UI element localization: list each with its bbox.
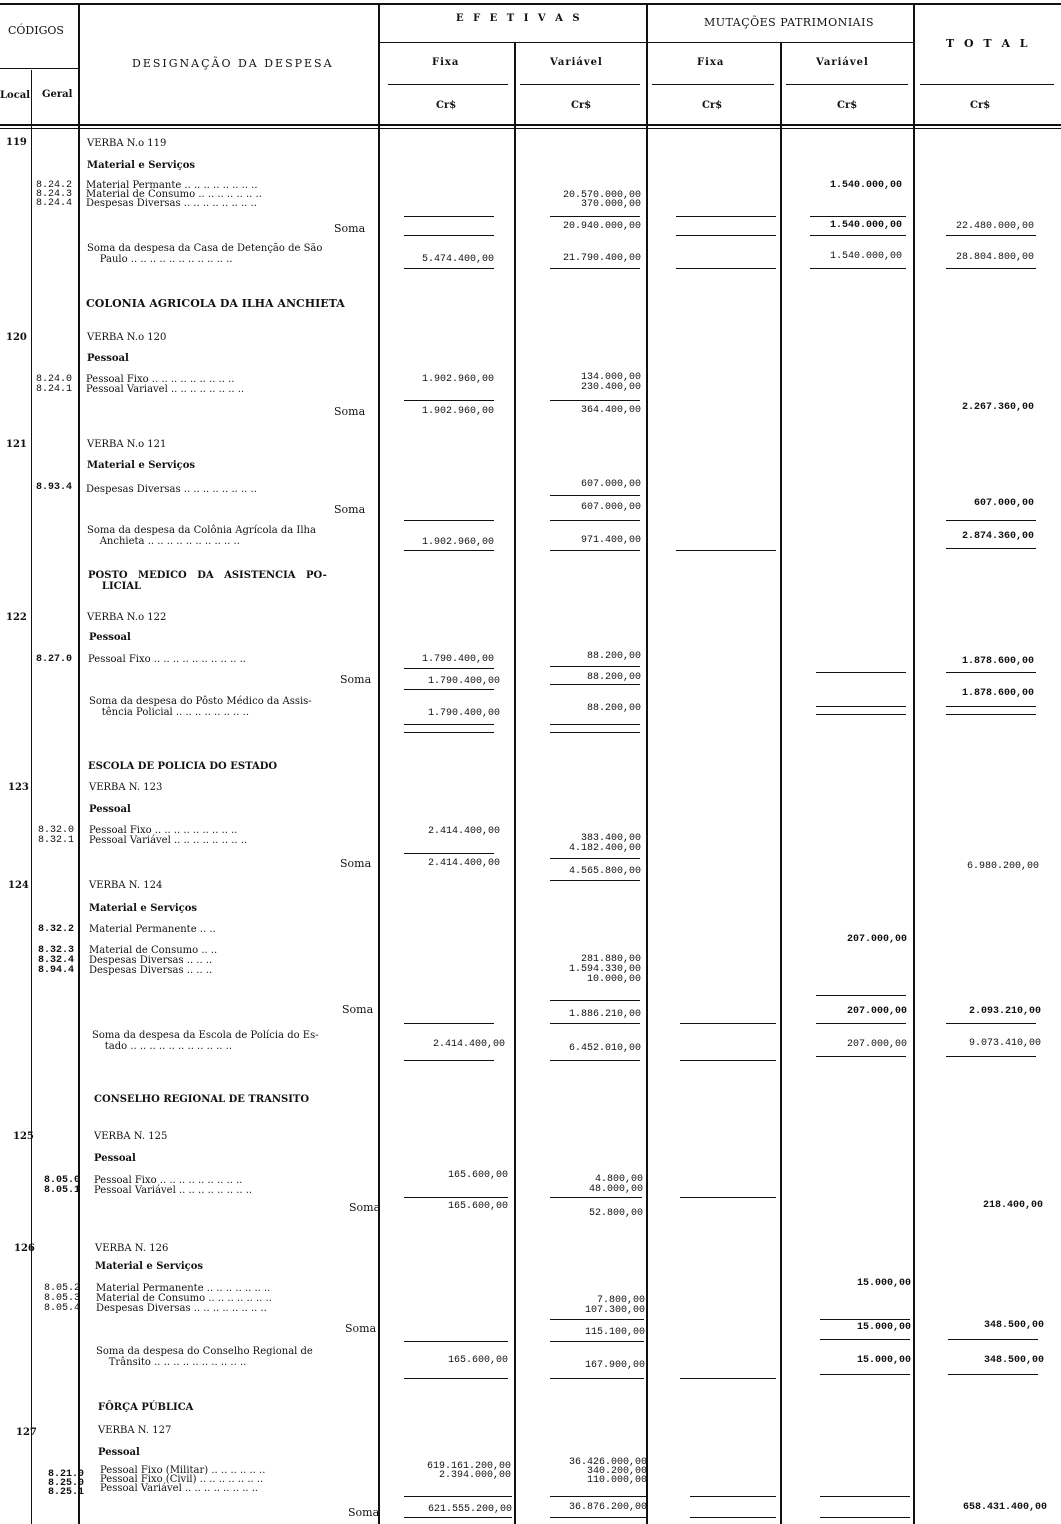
soma-119-mut-variavel: 1.540.000,00	[829, 220, 902, 231]
verba-120-subtitle: Pessoal	[87, 353, 129, 364]
soma-125-label: Soma	[349, 1201, 381, 1214]
rule	[810, 216, 906, 217]
mvar-rule	[786, 84, 908, 85]
verba-127-items: Pessoal Fixo (Militar) .. .. .. .. .. .. Pessoal Fixo (Civil) .. .. .. .. .. .. .. Pessoal Variável .. .. .. .. .. .. .. ..	[100, 1465, 266, 1494]
rule	[404, 1496, 512, 1497]
soma-121-total: 607.000,00	[973, 498, 1034, 509]
escola-fixa: 2.414.400,00	[432, 1039, 505, 1050]
section-colonia-title: COLONIA AGRICOLA DA ILHA ANCHIETA	[86, 297, 345, 310]
code-local-121: 121	[6, 439, 27, 450]
efetivas-header: E F E T I V A S	[456, 13, 583, 24]
escola-total: 9.073.410,00	[968, 1038, 1041, 1049]
rule	[816, 706, 906, 707]
rule	[676, 216, 776, 217]
rule	[680, 1197, 776, 1198]
section-posto-title: POSTO MEDICO DA ASISTENCIA PO- LICIAL	[88, 570, 327, 592]
soma-125-variavel: 52.800,00	[588, 1208, 643, 1219]
soma-127-total: 658.431.400,00	[962, 1502, 1047, 1513]
rule	[404, 268, 494, 269]
verba-123-subtitle: Pessoal	[89, 804, 131, 815]
rule	[816, 995, 906, 996]
variavel-rule	[520, 84, 640, 85]
header-bottom-rule-2	[0, 128, 1061, 129]
rule	[946, 520, 1036, 521]
verba-126-title: VERBA N. 126	[95, 1243, 169, 1254]
rule	[550, 550, 640, 551]
rule	[690, 1517, 776, 1518]
rule	[404, 1060, 494, 1061]
rule	[946, 672, 1036, 673]
rule	[404, 1341, 508, 1342]
verba-120-items: Pessoal Fixo .. .. .. .. .. .. .. .. .. Pessoal Variavel .. .. .. .. .. .. .. ..	[86, 374, 245, 395]
rule	[404, 400, 494, 401]
rule	[820, 1496, 910, 1497]
rule	[820, 1374, 910, 1375]
verba-124-mut-variavel: 207.000,00	[846, 934, 907, 945]
soma-122-total: 1.878.600,00	[961, 656, 1034, 667]
variavel-header: Variável	[550, 57, 603, 68]
soma-120-variavel: 364.400,00	[580, 405, 641, 416]
currency-fixa: Cr$	[436, 100, 457, 111]
section-escola-title: ESCOLA DE POLICIA DO ESTADO	[88, 761, 278, 772]
col-rule-variavel	[646, 3, 648, 1524]
soma-127-variavel: 36.876.200,00	[568, 1502, 647, 1513]
soma-125-fixa: 165.600,00	[447, 1201, 508, 1212]
rule	[820, 1517, 910, 1518]
verba-127-title: VERBA N. 127	[98, 1425, 172, 1436]
conselho-total: 348.500,00	[983, 1355, 1044, 1366]
soma-123-total: 6.980.200,00	[966, 861, 1039, 872]
rule	[404, 668, 494, 669]
rule	[550, 1000, 640, 1001]
verba-124-title: VERBA N. 124	[89, 880, 163, 891]
rule	[404, 1378, 508, 1379]
header-bottom-rule	[0, 124, 1061, 126]
code-local-127: 127	[16, 1427, 37, 1438]
rule	[676, 550, 776, 551]
rule	[404, 550, 494, 551]
verba-127-subtitle: Pessoal	[98, 1447, 140, 1458]
rule	[948, 1339, 1038, 1340]
rule	[404, 732, 494, 733]
verba-122-item: Pessoal Fixo .. .. .. .. .. .. .. .. .. ..	[88, 654, 246, 665]
rule	[550, 1060, 640, 1061]
codigos-rule	[0, 68, 78, 69]
mutacoes-header: MUTAÇÕES PATRIMONIAIS	[704, 16, 874, 29]
currency-variavel: Cr$	[571, 100, 592, 111]
verba-125-fixa: 165.600,00	[447, 1170, 508, 1181]
rule	[550, 216, 640, 217]
verba-125-subtitle: Pessoal	[94, 1153, 136, 1164]
rule	[676, 235, 776, 236]
verba-121-variavel: 607.000,00	[580, 479, 641, 490]
verba-123-items: Pessoal Fixo .. .. .. .. .. .. .. .. .. Pessoal Variável .. .. .. .. .. .. .. ..	[89, 825, 248, 846]
verba-119-mut-variavel: 1.540.000,00	[829, 180, 902, 191]
rule	[820, 1319, 910, 1320]
rule	[550, 1496, 646, 1497]
soma-125-total: 218.400,00	[982, 1200, 1043, 1211]
soma-121-label: Soma	[334, 503, 366, 516]
verba-120-title: VERBA N.o 120	[87, 332, 167, 343]
verba-122-subtitle: Pessoal	[89, 632, 131, 643]
soma-123-variavel: 4.565.800,00	[568, 866, 641, 877]
verba-126-items: Material Permanente .. .. .. .. .. .. .. Material de Consumo .. .. .. .. .. .. .. Despesas Diversas .. .. .. .. .. .. .. ..	[96, 1283, 272, 1314]
rule	[946, 1023, 1036, 1024]
verba-127-variavel: 36.426.000,00 340.200,00 110.000,00	[568, 1457, 647, 1486]
escola-mut-variavel: 207.000,00	[846, 1039, 907, 1050]
col-rule-local	[31, 70, 32, 1524]
verba-124-subtitle: Material e Serviços	[89, 903, 198, 914]
soma-126-variavel: 115.100,00	[584, 1327, 645, 1338]
rule	[680, 1023, 776, 1024]
col-rule-designacao	[378, 3, 380, 1524]
soma-126-mut-variavel: 15.000,00	[856, 1322, 911, 1333]
verba-124-item-a: Material Permanente .. ..	[89, 924, 216, 935]
rule	[550, 732, 640, 733]
soma-124-total: 2.093.210,00	[968, 1006, 1041, 1017]
section-forca-title: FÔRÇA PÚBLICA	[98, 1402, 194, 1413]
col-rule-fixa	[514, 42, 516, 1524]
code-local-125: 125	[13, 1131, 34, 1142]
mfixa-rule	[652, 84, 774, 85]
casa-detencao-soma-label: Soma da despesa da Casa de Detenção de São Paulo .. .. .. .. .. .. .. .. .. .. ..	[87, 243, 323, 265]
verba-123-codes: 8.32.0 8.32.1	[38, 825, 75, 846]
rule	[550, 520, 640, 521]
verba-120-variavel: 134.000,00 230.400,00	[580, 372, 641, 393]
verba-125-codes: 8.05.0 8.05.1	[44, 1175, 81, 1196]
verba-126-codes: 8.05.2 8.05.3 8.05.4	[44, 1283, 81, 1314]
rule	[550, 1197, 642, 1198]
soma-127-label: Soma	[348, 1506, 380, 1519]
casa-detencao-mut-variavel: 1.540.000,00	[829, 251, 902, 262]
soma-121-variavel: 607.000,00	[580, 502, 641, 513]
verba-120-fixa: 1.902.960,00	[421, 374, 494, 385]
rule	[404, 1023, 494, 1024]
colonia-total: 2.874.360,00	[961, 531, 1034, 542]
verba-125-variavel: 4.800,00 48.000,00	[588, 1174, 643, 1195]
verba-125-items: Pessoal Fixo .. .. .. .. .. .. .. .. .. Pessoal Variável .. .. .. .. .. .. .. ..	[94, 1175, 253, 1196]
fixa-header: Fixa	[432, 57, 460, 68]
rule	[550, 1023, 640, 1024]
col-rule-mut-fixa	[780, 42, 782, 1524]
posto-fixa: 1.790.400,00	[427, 708, 500, 719]
rule	[404, 1197, 508, 1198]
rule	[946, 1056, 1036, 1057]
soma-120-fixa: 1.902.960,00	[421, 406, 494, 417]
mut-fixa-header: Fixa	[697, 57, 725, 68]
rule	[948, 1374, 1038, 1375]
verba-126-mut-variavel: 15.000,00	[856, 1278, 911, 1289]
soma-122-label: Soma	[340, 673, 372, 686]
verba-121-title: VERBA N.o 121	[87, 439, 167, 450]
conselho-mut-variavel: 15.000,00	[856, 1355, 911, 1366]
soma-127-fixa: 621.555.200,00	[427, 1504, 512, 1515]
fixa-rule	[388, 84, 508, 85]
verba-124-variavel: 281.880,00 1.594.330,00 10.000,00	[568, 954, 641, 985]
code-local-120: 120	[6, 332, 27, 343]
rule	[404, 520, 494, 521]
section-conselho-title: CONSELHO REGIONAL DE TRANSITO	[94, 1094, 310, 1105]
verba-121-subtitle: Material e Serviços	[87, 460, 196, 471]
rule	[946, 714, 1036, 715]
verba-127-codes: 8.21.0 8.25.0 8.25.1	[48, 1469, 85, 1498]
verba-119-subtitle: Material e Serviços	[87, 160, 196, 171]
codigos-header: CÓDIGOS	[8, 24, 64, 37]
rule	[550, 400, 640, 401]
escola-variavel: 6.452.010,00	[568, 1043, 641, 1054]
total-header: T O T A L	[946, 37, 1031, 50]
rule	[816, 672, 906, 673]
casa-detencao-total: 28.804.800,00	[955, 252, 1034, 263]
verba-121-item: Despesas Diversas .. .. .. .. .. .. .. ..	[86, 484, 257, 495]
conselho-variavel: 167.900,00	[584, 1360, 645, 1371]
rule	[404, 724, 494, 725]
conselho-soma-label: Soma da despesa do Conselho Regional de Trânsito .. .. .. .. .. .. .. .. .. ..	[96, 1346, 313, 1368]
currency-mut-fixa: Cr$	[702, 100, 723, 111]
soma-119-total: 22.480.000,00	[955, 221, 1034, 232]
rule	[404, 216, 494, 217]
verba-121-code: 8.93.4	[36, 482, 73, 493]
soma-124-mut-variavel: 207.000,00	[846, 1006, 907, 1017]
verba-119-variavel: 20.570.000,00 370.000,00	[562, 190, 641, 210]
code-local-119: 119	[6, 137, 27, 148]
verba-127-fixa: 619.161.200,00 2.394.000,00	[426, 1461, 511, 1481]
rule	[676, 268, 776, 269]
rule	[550, 880, 640, 881]
rule	[816, 1056, 906, 1057]
soma-120-total: 2.267.360,00	[961, 402, 1034, 413]
posto-variavel: 88.200,00	[586, 703, 641, 714]
verba-122-title: VERBA N.o 122	[87, 612, 167, 623]
casa-detencao-fixa: 5.474.400,00	[421, 254, 494, 265]
rule	[404, 689, 494, 690]
soma-124-label: Soma	[342, 1003, 374, 1016]
soma-126-total: 348.500,00	[983, 1320, 1044, 1331]
top-rule	[0, 3, 1061, 5]
currency-mut-variavel: Cr$	[837, 100, 858, 111]
rule	[550, 1341, 644, 1342]
code-local-126: 126	[14, 1243, 35, 1254]
soma-126-label: Soma	[345, 1322, 377, 1335]
rule	[550, 684, 640, 685]
rule	[550, 495, 640, 496]
rule	[550, 268, 640, 269]
verba-123-variavel: 383.400,00 4.182.400,00	[568, 833, 641, 854]
rule	[550, 666, 640, 667]
verba-120-codes: 8.24.0 8.24.1	[36, 374, 73, 395]
verba-124-code-a: 8.32.2	[38, 924, 75, 935]
efetivas-rule	[379, 42, 913, 43]
rule	[680, 1060, 776, 1061]
rule	[404, 1517, 512, 1518]
currency-total: Cr$	[970, 100, 991, 111]
verba-124-codes-b: 8.32.3 8.32.4 8.94.4	[38, 945, 75, 976]
soma-120-label: Soma	[334, 405, 366, 418]
posto-total: 1.878.600,00	[961, 688, 1034, 699]
verba-122-fixa: 1.790.400,00	[421, 654, 494, 665]
colonia-variavel: 971.400,00	[580, 535, 641, 546]
rule	[810, 268, 906, 269]
soma-123-label: Soma	[340, 857, 372, 870]
rule	[550, 1378, 644, 1379]
code-local-124: 124	[8, 880, 29, 891]
rule	[816, 714, 906, 715]
verba-122-code: 8.27.0	[36, 654, 73, 665]
escola-soma-label: Soma da despesa da Escola de Polícia do Es- tado .. .. .. .. .. .. .. .. .. .. ..	[92, 1030, 319, 1052]
verba-126-variavel: 7.800,00 107.300,00	[584, 1295, 645, 1316]
posto-soma-label: Soma da despesa do Pôsto Médico da Assis- tência Policial .. .. .. .. .. .. .. ..	[89, 696, 312, 718]
rule	[550, 724, 640, 725]
verba-124-items-b: Material de Consumo .. .. Despesas Diversas .. .. .. Despesas Diversas .. .. ..	[89, 945, 218, 976]
colonia-soma-label: Soma da despesa da Colônia Agrícola da Ilha Anchieta .. .. .. .. .. .. .. .. .. ..	[87, 525, 316, 547]
designacao-header: DESIGNAÇÃO DA DESPESA	[132, 57, 334, 70]
rule	[816, 1023, 906, 1024]
rule	[680, 1378, 776, 1379]
rule	[550, 858, 640, 859]
rule	[690, 1496, 776, 1497]
rule	[550, 1517, 646, 1518]
verba-119-items: Material Permante .. .. .. .. .. .. .. .. Material de Consumo .. .. .. .. .. .. .. Despesas Diversas .. .. .. .. .. .. .. ..	[86, 180, 262, 209]
soma-119-label: Soma	[334, 222, 366, 235]
verba-123-title: VERBA N. 123	[89, 782, 163, 793]
colonia-fixa: 1.902.960,00	[421, 537, 494, 548]
verba-119-title: VERBA N.o 119	[87, 138, 167, 149]
soma-122-fixa: 1.790.400,00	[427, 676, 500, 687]
rule	[404, 853, 494, 854]
rule	[810, 235, 906, 236]
rule	[946, 235, 1036, 236]
code-local-123: 123	[8, 782, 29, 793]
soma-119-variavel: 20.940.000,00	[562, 221, 641, 232]
soma-124-variavel: 1.886.210,00	[568, 1009, 641, 1020]
rule	[820, 1339, 910, 1340]
rule	[946, 268, 1036, 269]
rule	[404, 235, 494, 236]
local-header: Local	[0, 90, 31, 101]
rule	[550, 1319, 644, 1320]
soma-123-fixa: 2.414.400,00	[427, 858, 500, 869]
verba-119-codes: 8.24.2 8.24.3 8.24.4	[36, 180, 73, 209]
rule	[946, 548, 1036, 549]
verba-125-title: VERBA N. 125	[94, 1131, 168, 1142]
verba-122-variavel: 88.200,00	[586, 651, 641, 662]
geral-header: Geral	[42, 89, 73, 100]
rule	[946, 706, 1036, 707]
verba-126-subtitle: Material e Serviços	[95, 1261, 204, 1272]
soma-122-variavel: 88.200,00	[586, 672, 641, 683]
total-rule	[920, 84, 1054, 85]
casa-detencao-variavel: 21.790.400,00	[562, 253, 641, 264]
conselho-fixa: 165.600,00	[447, 1355, 508, 1366]
mut-variavel-header: Variável	[816, 57, 869, 68]
col-rule-mut-variavel	[913, 3, 915, 1524]
code-local-122: 122	[6, 612, 27, 623]
verba-123-fixa: 2.414.400,00	[427, 826, 500, 837]
